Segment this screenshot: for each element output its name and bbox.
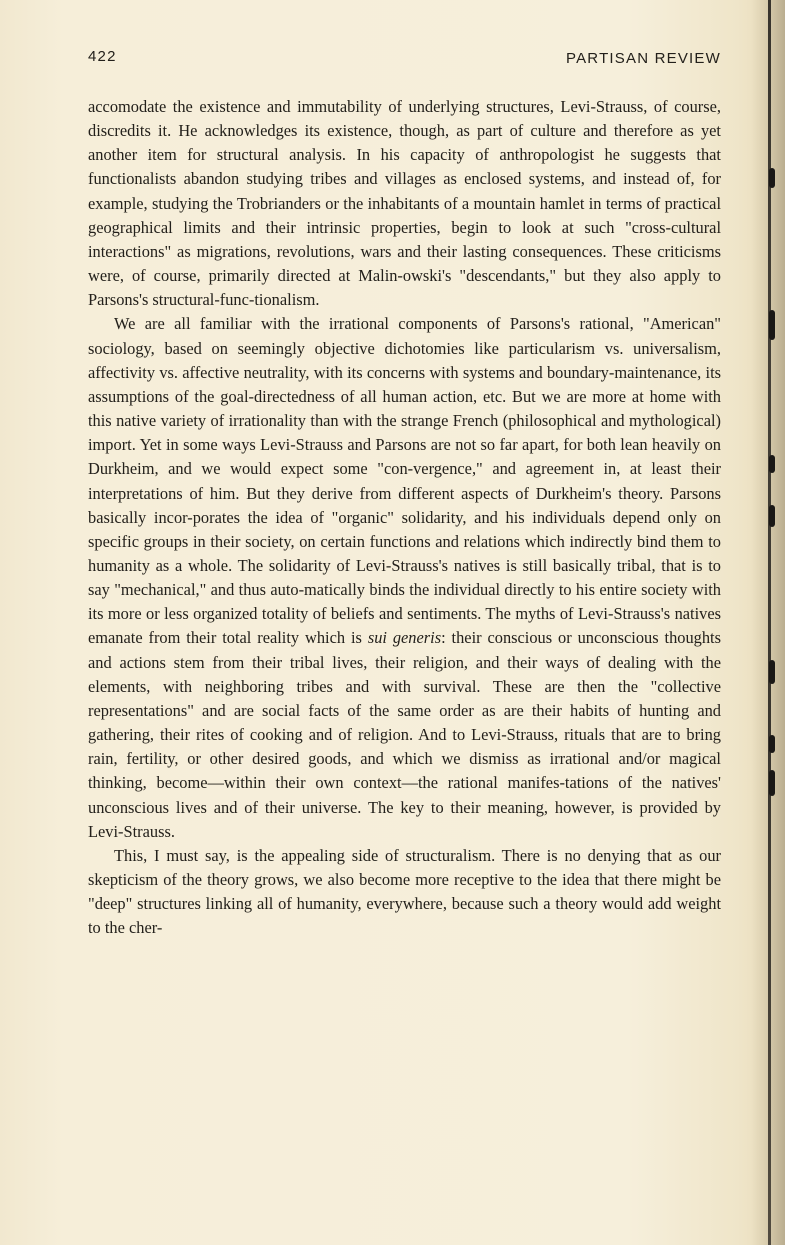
body-text	[88, 95, 721, 940]
paragraph-2	[88, 312, 721, 843]
journal-title: PARTISAN REVIEW	[566, 50, 721, 67]
paragraph-2-text-b: : their conscious or unconscious thoughts and actions stem from their tribal lives, their religion, and their ways of dealing with the elements, with neighboring tribes and with survival. These are then the "collective representations" and are social facts of the same order as are their habits of hunting and gathering, their rites of cooking and of religion. And to Levi-Strauss, rituals that are to bring rain, fertility, or other desired goods, and which we dismiss as irrational and/or magical thinking, become—within their own context—the rational manifes-tations of the natives' unconscious lives and of their universe. The key to their meaning, however, is provided by Levi-Strauss.	[88, 628, 721, 841]
page-number: 422	[88, 48, 117, 65]
running-head	[88, 44, 721, 74]
edge-mark	[769, 455, 775, 473]
edge-mark	[769, 735, 775, 753]
paragraph-2-italic: sui generis	[367, 628, 442, 648]
paragraph-2-text-a: We are all familiar with the irrational components of Parsons's rational, "American" sociology, based on seemingly objective dichotomies like particularism vs. universalism, affectivity vs. affective neutrality, with its concerns with systems and boundary-maintenance, its assumptions of the goal-directedness of all human action, etc. But we are more at home with this native variety of irrationality than with the strange French (philosophical and mythological) import. Yet in some ways Levi-Strauss and Parsons are not so far apart, for both lean heavily on Durkheim, and we would expect some "con-vergence," and agreement in, at least their interpretations of him. But they derive from different aspects of Durkheim's theory. Parsons basically incor-porates the idea of "organic" solidarity, and his individuals depend only on specific groups in their society, on certain functions and relations which indirectly bind them to humanity as a whole. The solidarity of Levi-Strauss's natives is still basically tribal, that is to say "mechanical," and thus auto-matically binds the individual directly to his entire society with its more or less organized totality of beliefs and sentiments. The myths of Levi-Strauss's natives emanate from their total reality which is	[88, 314, 721, 648]
edge-mark	[769, 505, 775, 527]
paragraph-1: accomodate the existence and immutability of underlying structures, Levi-Strauss, of course, discredits it. He acknowledges its existence, though, as part of culture and therefore as yet another item for structural analysis. In his capacity of anthropologist he suggests that functionalists abandon studying tribes and villages as enclosed systems, and instead of, for example, studying the Trobrianders or the inhabitants of a mountain hamlet in terms of practical geographical limits and their intrinsic properties, begin to look at such "cross-cultural interactions" as migrations, revolutions, wars and their lasting consequences. These criticisms were, of course, primarily directed at Malin-owski's "descendants," but they also apply to Parsons's structural-func-tionalism.	[88, 97, 721, 310]
edge-mark	[769, 770, 775, 796]
edge-mark	[769, 660, 775, 684]
paragraph-3: This, I must say, is the appealing side of structuralism. There is no denying that as our skepticism of the theory grows, we also become more receptive to the idea that there might be "deep" structures linking all of humanity, everywhere, because such a theory would add weight to the cher-	[88, 845, 721, 938]
edge-mark	[769, 168, 775, 188]
edge-mark	[769, 310, 775, 340]
